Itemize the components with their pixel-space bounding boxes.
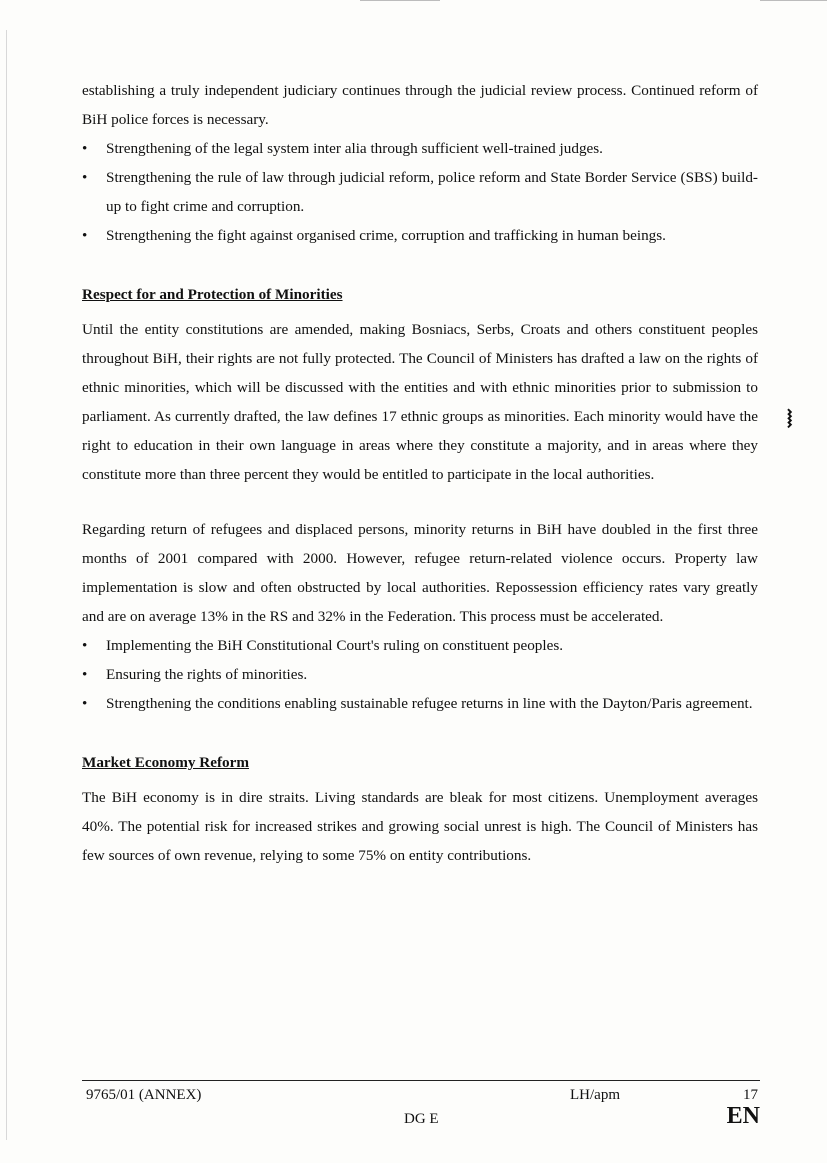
scan-mark-top <box>360 0 440 1</box>
list-item: • Strengthening the rule of law through judicial reform, police reform and State Border Service (SBS) build-up to fight crime and corruption. <box>82 163 758 221</box>
list-item: • Strengthening the fight against organised crime, corruption and trafficking in human beings. <box>82 221 758 250</box>
document-body <box>82 76 758 870</box>
intro-paragraph: establishing a truly independent judiciary continues through the judicial review process. Continued reform of BiH police forces is necessary. <box>82 82 758 128</box>
author-initials: LH/apm <box>570 1087 620 1103</box>
scan-mark-top-right <box>760 0 827 1</box>
list-item: • Ensuring the rights of minorities. <box>82 660 758 689</box>
list-item: • Strengthening of the legal system inter alia through sufficient well-trained judges. <box>82 134 758 163</box>
directorate: DG E <box>404 1111 439 1127</box>
language-code: EN <box>726 1103 760 1129</box>
market-heading: Market Economy Reform <box>82 754 250 771</box>
minorities-heading: Respect for and Protection of Minorities <box>82 286 343 303</box>
minorities-paragraph-2: Regarding return of refugees and displaced persons, minority returns in BiH have doubled in the first three months of 2001 compared with 2000. However, refugee return-related violence occurs. Property law implementation is slow and often obstructed by local authorities. Repossession efficiency rates vary greatly and are on average 13% in the RS and 32% in the Federation. This process must be accelerated. <box>82 521 758 625</box>
page-edge <box>6 30 7 1140</box>
margin-bracket-mark: ⧘ <box>787 404 793 433</box>
minorities-paragraph-1: Until the entity constitutions are amended, making Bosniacs, Serbs, Croats and others constituent peoples throughout BiH, their rights are not fully protected. The Council of Ministers has drafted a law on the rights of ethnic minorities, which will be discussed with the entities and with ethnic minorities prior to submission to parliament. As currently drafted, the law defines 17 ethnic groups as minorities. Each minority would have the right to education in their own language in areas where they constitute a majority, and in areas where they constitute more than three percent they would be entitled to participate in the local authorities. <box>82 321 758 483</box>
minorities-bullet-list <box>82 631 758 718</box>
document-reference: 9765/01 (ANNEX) <box>86 1087 202 1103</box>
page-number: 17 <box>743 1087 758 1103</box>
list-item: • Strengthening the conditions enabling sustainable refugee returns in line with the Dayton/Paris agreement. <box>82 689 758 718</box>
list-item: • Implementing the BiH Constitutional Court's ruling on constituent peoples. <box>82 631 758 660</box>
judicial-bullet-list <box>82 134 758 250</box>
market-paragraph: The BiH economy is in dire straits. Living standards are bleak for most citizens. Unemployment averages 40%. The potential risk for increased strikes and growing social unrest is high. The Council of Ministers has few sources of own revenue, relying to some 75% on entity contributions. <box>82 789 758 864</box>
footer-rule <box>82 1080 760 1081</box>
page-footer <box>82 1080 760 1135</box>
